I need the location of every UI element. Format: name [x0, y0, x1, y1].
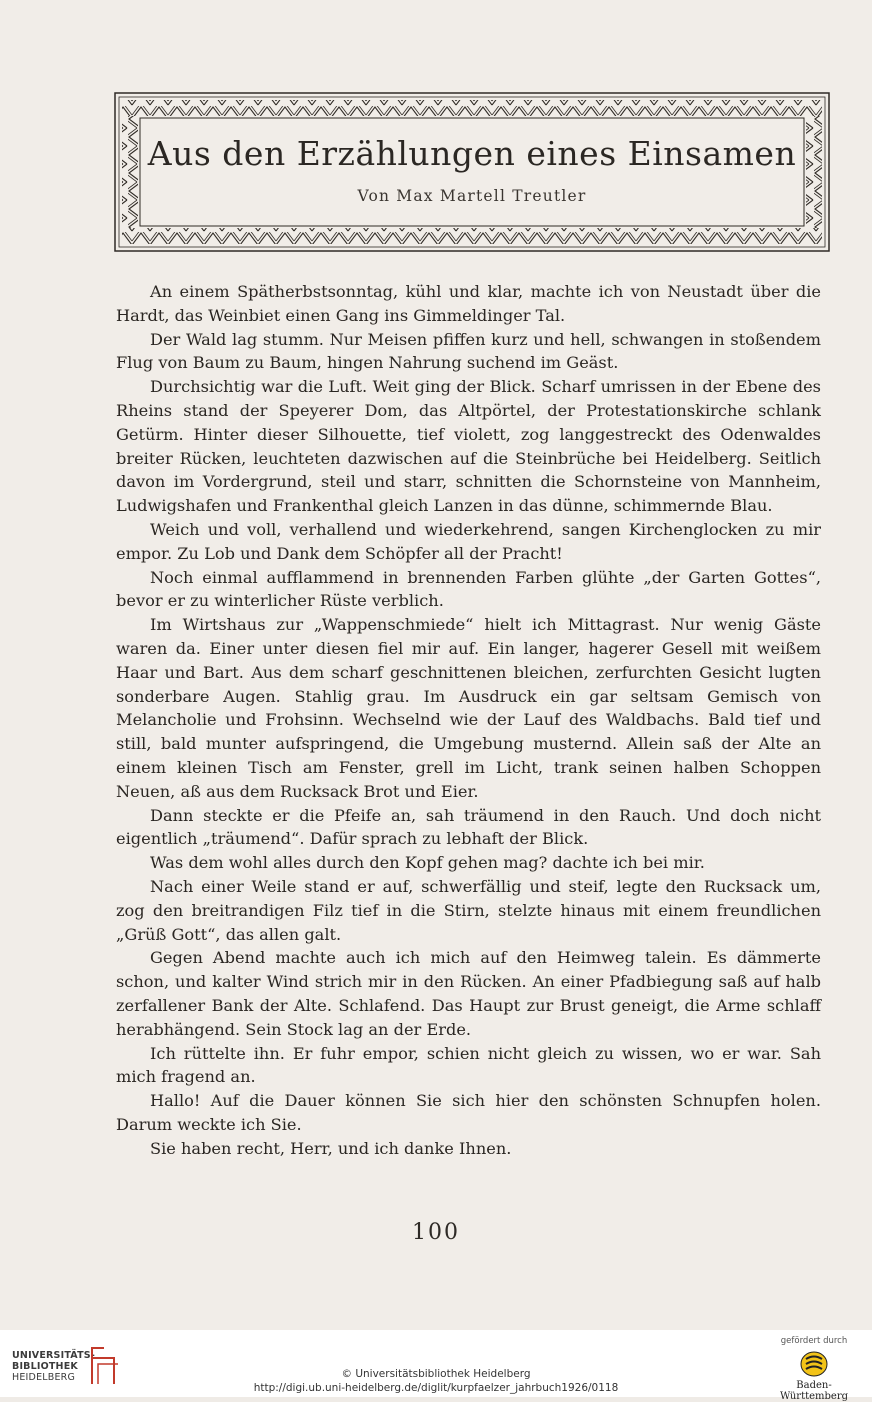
paragraph: Ich rüttelte ihn. Er fuhr empor, schien nicht gleich zu wissen, wo er war. Sah mich fragend an. — [116, 1043, 821, 1087]
library-name-line: UNIVERSITÄTS- — [12, 1350, 95, 1361]
paragraph: Dann steckte er die Pfeife an, sah träumend in den Rauch. Und doch nicht eigentlich „träumend“. Dafür sprach zu lebhaft der Blick. — [116, 805, 821, 849]
author-byline: Von Max Martell Treutler — [357, 187, 587, 205]
article-body — [116, 280, 821, 1160]
paragraph: An einem Spätherbstsonntag, kühl und klar, machte ich von Neustadt über die Hardt, das Weinbiet einen Gang ins Gimmeldinger Tal. — [116, 282, 821, 325]
library-name-line: BIBLIOTHEK — [12, 1361, 78, 1372]
paragraph: Durchsichtig war die Luft. Weit ging der Blick. Scharf umrissen in der Ebene des Rheins stand der Speyerer Dom, das Altpörtel, der Protestationskirche schlank Getürm. Hinter dieser Silhouette, tief violett, zog langgestreckt des Odenwaldes breiter Rücken, leuchteten dazwischen auf die Steinbrüche bei Heidelberg. Seitlich davon im Vordergrund, steil und starr, schnitten die Schornsteine von Mannheim, Ludwigshafen und Frankenthal gleich Lanzen in das dünne, schimmernde Blau. — [116, 377, 821, 516]
paragraph: Sie haben recht, Herr, und ich danke Ihnen. — [150, 1138, 512, 1158]
paragraph: Gegen Abend machte auch ich mich auf den Heimweg talein. Es dämmerte schon, und kalter Wind strich mir in den Rücken. An einer Pfadbiegung saß auf halb zerfallener Bank der Alte. Schlafend. Das Haupt zur Brust geneigt, die Arme schlaff herabhängend. Sein Stock lag an der Erde. — [116, 948, 821, 1039]
paragraph: Im Wirtshaus zur „Wappenschmiede“ hielt ich Mittagrast. Nur wenig Gäste waren da. Einer unter diesen fiel mir auf. Ein langer, hagerer Gesell mit weißem Haar und Bart. Aus dem scharf geschnittenen bleichen, zerfurchten Gesicht lugten sonderbare Augen. Stahlig grau. Im Ausdruck ein gar seltsam Gemisch von Melancholie und Frohsinn. Wechselnd wie der Lauf des Waldbachs. Bald tief und still, bald munter aufspringend, die Umgebung musternd. Allein saß der Alte an einem kleinen Tisch am Fenster, grell im Licht, trank seinen halben Schoppen Neuen, aß aus dem Rucksack Brot und Eier. — [116, 615, 821, 801]
paragraph: Weich und voll, verhallend und wiederkehrend, sangen Kirchenglocken zu mir empor. Zu Lob und Dank dem Schöpfer all der Pracht! — [116, 519, 821, 563]
page-number: 100 — [412, 1220, 460, 1245]
funder-name: Baden-Württemberg — [779, 1380, 849, 1402]
title-frame — [114, 92, 830, 252]
permalink[interactable]: http://digi.ub.uni-heidelberg.de/diglit/kurpfaelzer_jahrbuch1926/0118 — [253, 1382, 619, 1394]
funded-by-label: gefördert durch — [780, 1336, 848, 1346]
paragraph: Was dem wohl alles durch den Kopf gehen mag? dachte ich bei mir. — [150, 853, 705, 873]
funder-logo — [764, 1336, 864, 1402]
article-title: Aus den Erzählungen eines Einsamen — [147, 134, 797, 173]
paragraph: Noch einmal aufflammend in brennenden Farben glühte „der Garten Gottes“, bevor er zu winterlicher Rüste verblich. — [116, 567, 821, 611]
paragraph: Nach einer Weile stand er auf, schwerfällig und steif, legte den Rucksack um, zog den breitrandigen Filz tief in die Stirn, stelzte hinaus mit einem freundlichen „Grüß Gott“, das allen galt. — [116, 876, 821, 944]
paragraph: Der Wald lag stumm. Nur Meisen pfiffen kurz und hell, schwangen in stoßendem Flug von Baum zu Baum, hingen Nahrung suchend im Geäst. — [116, 329, 821, 373]
paragraph: Hallo! Auf die Dauer können Sie sich hier den schönsten Schnupfen holen. Darum weckte ich Sie. — [116, 1091, 821, 1134]
footer-bar — [0, 1330, 872, 1402]
library-name-line: HEIDELBERG — [12, 1372, 76, 1383]
state-crest-icon — [799, 1350, 829, 1378]
copyright-notice: © Universitätsbibliothek Heidelberg — [341, 1368, 531, 1380]
